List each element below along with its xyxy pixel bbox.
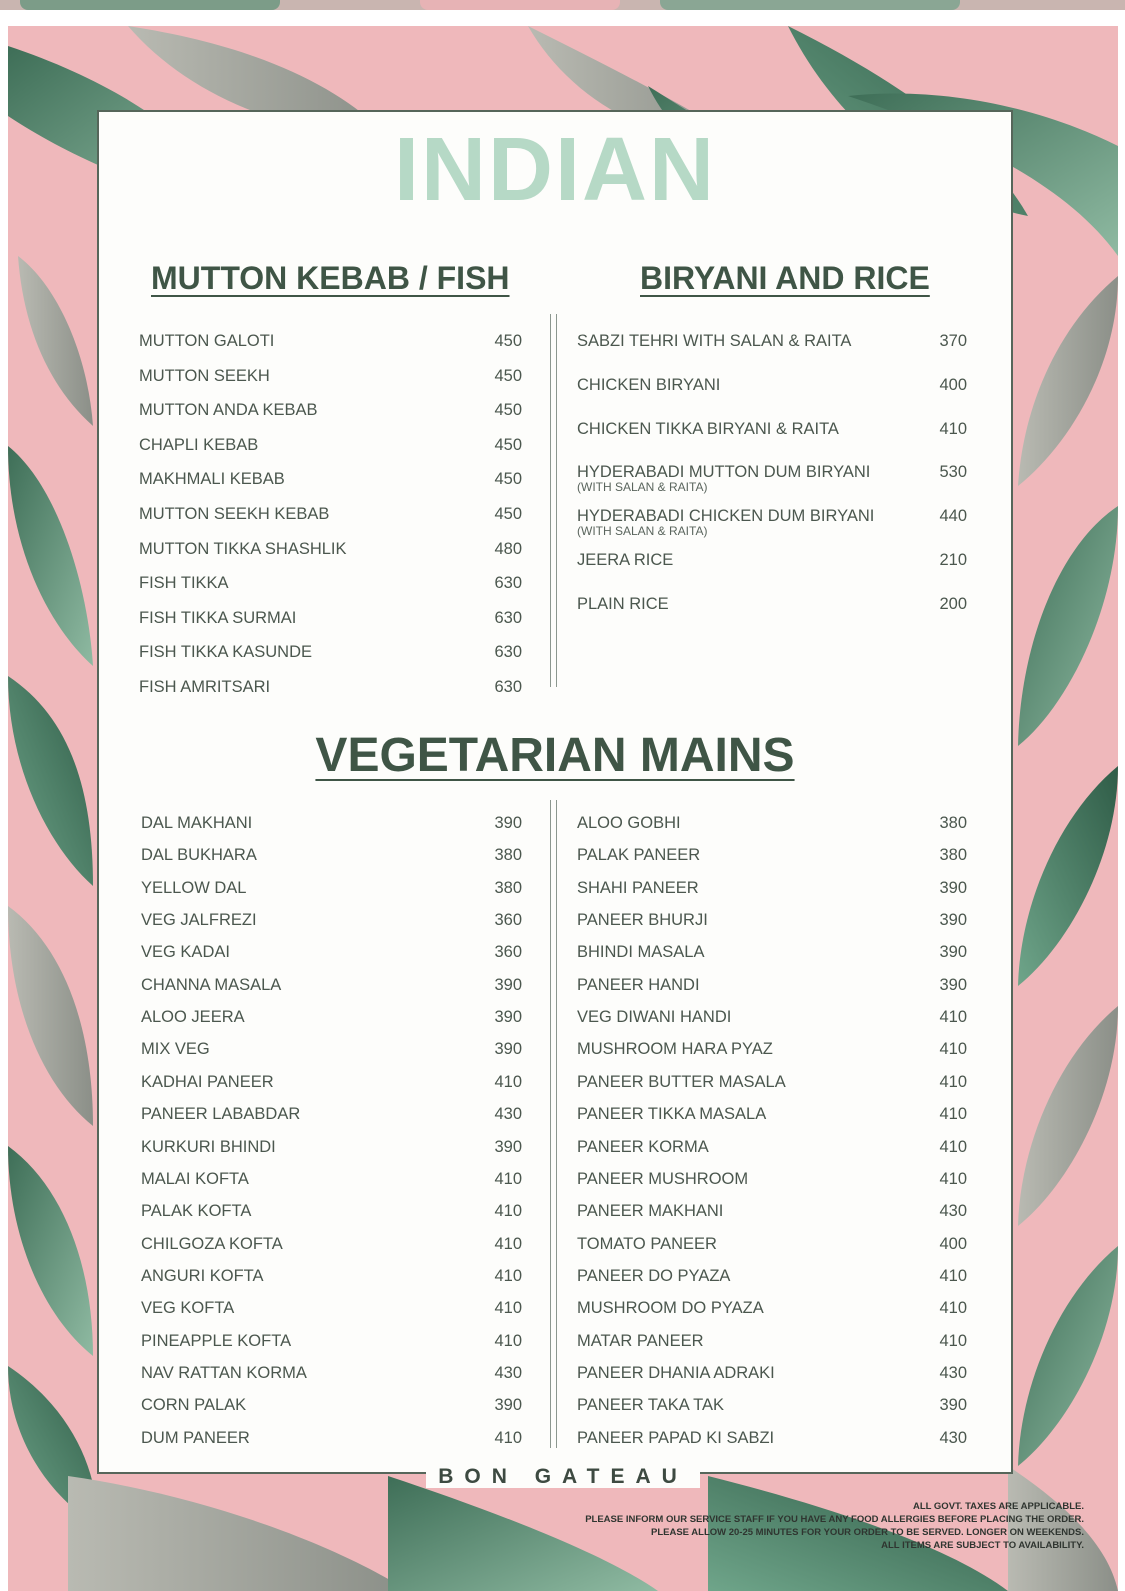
menu-item-name: FISH AMRITSARI: [139, 678, 271, 696]
menu-item-name: MIX VEG: [141, 1040, 210, 1059]
menu-item: [577, 1330, 967, 1358]
menu-item-price: 410: [939, 1299, 967, 1318]
menu-item-price: 630: [494, 574, 522, 593]
menu-item: [141, 974, 522, 1002]
menu-item-price: 630: [494, 608, 522, 627]
menu-item-name: PANEER HANDI: [577, 975, 700, 994]
previous-page-strip: [0, 0, 1125, 10]
menu-item: [577, 1006, 967, 1034]
menu-item-price: 440: [939, 507, 967, 526]
menu-item-price: 450: [494, 505, 522, 523]
menu-item-name: CHICKEN TIKKA BIRYANI & RAITA: [577, 419, 839, 438]
menu-item-name: CHANNA MASALA: [141, 975, 282, 994]
section-heading-veg: VEGETARIAN MAINS: [315, 729, 795, 782]
menu-item-name: ALOO GOBHI: [577, 814, 681, 832]
menu-item-price: 410: [939, 1072, 967, 1091]
footnote-allergies: PLEASE INFORM OUR SERVICE STAFF IF YOU HAVE ANY FOOD ALLERGIES BEFORE PLACING THE ORDER.: [585, 1514, 1084, 1525]
menu-item-price: 390: [494, 1040, 522, 1059]
menu-item-name: PALAK PANEER: [577, 846, 701, 865]
menu-item-name: MUTTON ANDA KEBAB: [139, 401, 318, 420]
menu-item-price: 410: [939, 1040, 967, 1059]
menu-item: [139, 468, 522, 496]
menu-item-price: 410: [494, 1169, 522, 1188]
menu-item-price: 450: [494, 332, 522, 350]
menu-item-price: 410: [939, 1169, 967, 1188]
menu-item: [139, 641, 522, 669]
menu-item-name: HYDERABADI MUTTON DUM BIRYANI: [577, 463, 871, 482]
menu-item-price: 450: [494, 401, 522, 420]
menu-item: [577, 1394, 967, 1422]
menu-item: [577, 1168, 967, 1196]
menu-item-price: 630: [494, 678, 522, 696]
menu-item-price: 530: [939, 463, 967, 482]
menu-item-price: 390: [494, 1008, 522, 1027]
menu-item-name: PANEER MUSHROOM: [577, 1169, 749, 1188]
menu-item-name: PANEER BUTTER MASALA: [577, 1072, 786, 1091]
menu-item-name: PANEER DO PYAZA: [577, 1266, 731, 1285]
menu-item: [141, 1103, 522, 1131]
menu-item: [141, 941, 522, 969]
menu-item-price: 410: [494, 1331, 522, 1350]
menu-item-price: 360: [494, 911, 522, 930]
menu-item: [577, 1038, 967, 1066]
menu-item-price: 410: [494, 1234, 522, 1253]
brand-footer: [8, 1465, 1118, 1489]
menu-item: [141, 1330, 522, 1358]
menu-item-name: PINEAPPLE KOFTA: [141, 1331, 292, 1350]
menu-item-price: 430: [939, 1428, 967, 1447]
menu-item: [577, 1233, 967, 1261]
footnotes: [585, 1500, 1084, 1552]
menu-item: [577, 1362, 967, 1390]
menu-item-price: 390: [939, 911, 967, 930]
menu-item-name: SABZI TEHRI WITH SALAN & RAITA: [577, 332, 852, 350]
menu-item-price: 410: [494, 1266, 522, 1285]
menu-item-name: BHINDI MASALA: [577, 943, 705, 962]
menu-item-name: MUSHROOM HARA PYAZ: [577, 1040, 773, 1059]
menu-item-name: PANEER BHURJI: [577, 911, 708, 930]
menu-item-price: 410: [494, 1428, 522, 1447]
menu-item-name: DAL BUKHARA: [141, 846, 257, 865]
menu-item-name: NAV RATTAN KORMA: [141, 1363, 307, 1382]
menu-item-price: 390: [494, 814, 522, 832]
menu-item-price: 380: [494, 846, 522, 865]
column-divider-bottom: [550, 800, 557, 1448]
column-divider-top: [550, 314, 557, 687]
menu-item: [577, 1071, 967, 1099]
menu-item-name: MALAI KOFTA: [141, 1169, 249, 1188]
menu-item: [141, 877, 522, 905]
menu-item-name: MUTTON SEEKH KEBAB: [139, 505, 330, 523]
menu-item-price: 380: [939, 846, 967, 865]
menu-item: [139, 503, 522, 531]
menu-item: [141, 1297, 522, 1325]
menu-item-price: 370: [939, 332, 967, 350]
menu-item: [577, 1103, 967, 1131]
menu-item-name: VEG DIWANI HANDI: [577, 1008, 732, 1027]
menu-title: INDIAN: [394, 120, 716, 220]
menu-item: [141, 1200, 522, 1228]
menu-item-price: 480: [494, 539, 522, 558]
menu-item-name: PANEER LABABDAR: [141, 1105, 301, 1124]
menu-item: [577, 844, 967, 872]
menu-item: [139, 434, 522, 462]
menu-item-price: 410: [939, 419, 967, 438]
menu-item-price: 390: [939, 1396, 967, 1415]
menu-item-name: FISH TIKKA: [139, 574, 229, 593]
menu-item-price: 400: [939, 1234, 967, 1253]
menu-item: [577, 505, 967, 539]
menu-item-price: 430: [939, 1363, 967, 1382]
menu-item-price: 410: [939, 1137, 967, 1156]
menu-item: [139, 607, 522, 635]
menu-item-name: FISH TIKKA SURMAI: [139, 608, 297, 627]
menu-item-name: PANEER TIKKA MASALA: [577, 1105, 767, 1124]
menu-item: [139, 399, 522, 427]
menu-item: [141, 1265, 522, 1293]
menu-item-note: (WITH SALAN & RAITA): [577, 524, 708, 539]
menu-item: [141, 1394, 522, 1422]
section-heading-mutton: MUTTON KEBAB / FISH: [151, 260, 510, 296]
menu-item-price: 380: [939, 814, 967, 832]
menu-item-name: TOMATO PANEER: [577, 1234, 717, 1253]
menu-item-name: MUTTON GALOTI: [139, 332, 275, 350]
menu-item-price: 390: [939, 943, 967, 962]
menu-item-price: 430: [494, 1105, 522, 1124]
menu-item-name: ALOO JEERA: [141, 1008, 245, 1027]
menu-item-price: 450: [494, 470, 522, 489]
menu-item-price: 430: [939, 1202, 967, 1221]
menu-item-name: FISH TIKKA KASUNDE: [139, 643, 312, 662]
menu-item-name: PANEER KORMA: [577, 1137, 709, 1156]
menu-item: [577, 418, 967, 446]
menu-item-name: PANEER MAKHANI: [577, 1202, 724, 1221]
menu-item: [577, 909, 967, 937]
menu-item: [577, 593, 967, 621]
menu-item-name: PANEER PAPAD KI SABZI: [577, 1428, 775, 1447]
menu-item-name: KURKURI BHINDI: [141, 1137, 276, 1156]
menu-page: [8, 26, 1118, 1591]
menu-item: [141, 1427, 522, 1455]
menu-item-name: PLAIN RICE: [577, 594, 669, 613]
menu-item: [577, 330, 967, 358]
menu-item: [577, 1265, 967, 1293]
menu-item-price: 400: [939, 375, 967, 394]
menu-item-price: 390: [939, 878, 967, 897]
menu-item-name: JEERA RICE: [577, 551, 674, 569]
menu-item-name: YELLOW DAL: [141, 878, 247, 897]
menu-item-price: 450: [494, 366, 522, 385]
menu-item: [577, 549, 967, 577]
menu-item: [141, 844, 522, 872]
menu-item-name: MUTTON SEEKH: [139, 366, 270, 385]
menu-item-price: 430: [494, 1363, 522, 1382]
menu-item-price: 390: [494, 1396, 522, 1415]
menu-item-name: PANEER TAKA TAK: [577, 1396, 725, 1415]
menu-item-name: DUM PANEER: [141, 1428, 250, 1447]
menu-item: [577, 374, 967, 402]
menu-item-price: 410: [494, 1299, 522, 1318]
menu-item-name: VEG JALFREZI: [141, 911, 257, 930]
menu-item-name: VEG KADAI: [141, 943, 230, 962]
menu-item-price: 390: [494, 1137, 522, 1156]
menu-item-price: 390: [939, 975, 967, 994]
menu-item-price: 630: [494, 643, 522, 662]
menu-item: [141, 1168, 522, 1196]
menu-item-price: 380: [494, 878, 522, 897]
menu-item: [577, 941, 967, 969]
menu-item-name: CHICKEN BIRYANI: [577, 375, 721, 394]
menu-item-name: DAL MAKHANI: [141, 814, 253, 832]
menu-item-name: CHAPLI KEBAB: [139, 435, 259, 454]
menu-item: [139, 538, 522, 566]
menu-item-name: ANGURI KOFTA: [141, 1266, 264, 1285]
menu-item-price: 360: [494, 943, 522, 962]
menu-item-price: 410: [494, 1072, 522, 1091]
menu-item-name: CHILGOZA KOFTA: [141, 1234, 283, 1253]
menu-item: [577, 877, 967, 905]
menu-item: [139, 572, 522, 600]
menu-item-note: (WITH SALAN & RAITA): [577, 480, 708, 495]
menu-item-name: PANEER DHANIA ADRAKI: [577, 1363, 775, 1382]
menu-item: [139, 676, 522, 704]
menu-item: [577, 812, 967, 840]
brand-name: BON GATEAU: [426, 1465, 700, 1488]
menu-item: [141, 1071, 522, 1099]
menu-item-price: 390: [494, 975, 522, 994]
menu-item-name: CORN PALAK: [141, 1396, 247, 1415]
menu-item: [139, 365, 522, 393]
section-heading-biryani: BIRYANI AND RICE: [640, 260, 930, 296]
menu-item: [577, 1427, 967, 1455]
menu-item-name: MATAR PANEER: [577, 1331, 704, 1350]
menu-item-price: 410: [494, 1202, 522, 1221]
menu-item-name: MUSHROOM DO PYAZA: [577, 1299, 764, 1318]
menu-item-price: 410: [939, 1266, 967, 1285]
menu-item-name: PALAK KOFTA: [141, 1202, 252, 1221]
menu-item-name: SHAHI PANEER: [577, 878, 699, 897]
menu-item: [577, 461, 967, 495]
menu-item: [141, 1233, 522, 1261]
menu-item: [141, 909, 522, 937]
footnote-availability: ALL ITEMS ARE SUBJECT TO AVAILABILITY.: [881, 1540, 1084, 1551]
menu-frame: [97, 110, 1013, 1474]
menu-item-price: 210: [939, 551, 967, 569]
menu-item-price: 450: [494, 435, 522, 454]
menu-item-price: 410: [939, 1331, 967, 1350]
menu-item-price: 410: [939, 1105, 967, 1124]
menu-item: [141, 812, 522, 840]
menu-item-name: MAKHMALI KEBAB: [139, 470, 285, 489]
menu-item: [577, 974, 967, 1002]
menu-item-name: HYDERABADI CHICKEN DUM BIRYANI: [577, 507, 875, 526]
menu-item: [141, 1006, 522, 1034]
menu-item-name: KADHAI PANEER: [141, 1072, 274, 1091]
menu-item: [139, 330, 522, 358]
menu-item: [577, 1136, 967, 1164]
menu-item-name: MUTTON TIKKA SHASHLIK: [139, 539, 347, 558]
footnote-wait-time: PLEASE ALLOW 20-25 MINUTES FOR YOUR ORDER TO BE SERVED. LONGER ON WEEKENDS.: [650, 1527, 1084, 1538]
menu-item: [141, 1362, 522, 1390]
menu-item: [577, 1297, 967, 1325]
menu-item: [141, 1136, 522, 1164]
menu-item-price: 410: [939, 1008, 967, 1027]
menu-item: [141, 1038, 522, 1066]
footnote-taxes: ALL GOVT. TAXES ARE APPLICABLE.: [912, 1501, 1084, 1512]
menu-item-name: VEG KOFTA: [141, 1299, 235, 1318]
menu-item: [577, 1200, 967, 1228]
menu-item-price: 200: [939, 594, 967, 613]
